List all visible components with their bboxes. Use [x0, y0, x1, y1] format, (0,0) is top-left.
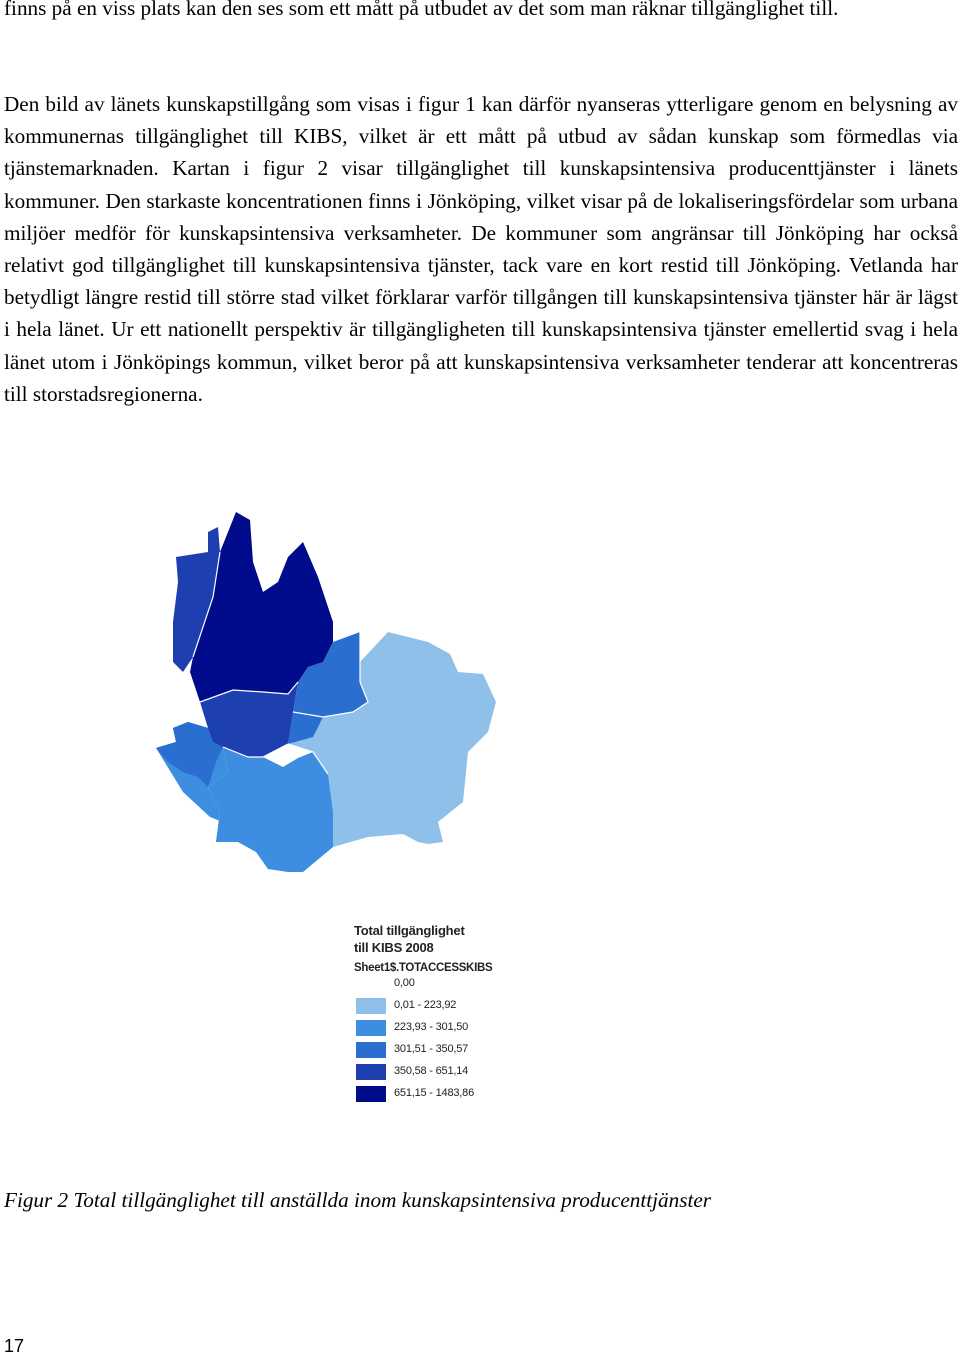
legend-item: [354, 974, 554, 996]
legend-swatch: [356, 1042, 386, 1058]
legend-item: [354, 1040, 554, 1062]
legend-label: 223,93 - 301,50: [394, 1021, 469, 1033]
legend-swatch: [356, 976, 386, 992]
legend-item: [354, 996, 554, 1018]
map-legend: [354, 922, 554, 1106]
legend-item: [354, 1062, 554, 1084]
legend-label: 0,01 - 223,92: [394, 999, 457, 1011]
legend-swatch: [356, 998, 386, 1014]
legend-item: [354, 1018, 554, 1040]
legend-rows: [354, 974, 554, 1106]
paragraph-main: Den bild av länets kunskapstillgång som visas i figur 1 kan därför nyanseras ytterligare genom en belysning av kommunernas tillgänglighet till KIBS, vilket är ett mått på utbud av sådan kunskap som förmedlas via tjänstemarknaden. Kartan i figur 2 visar tillgänglighet till kunskapsintensiva producenttjänster i länets kommuner. Den starkaste koncentrationen finns i Jönköping, vilket visar på de lokaliseringsfördelar som urbana miljöer medför för kunskapsintensiva verksamheter. De kommuner som angränsar till Jönköping har också relativt god tillgänglighet till kunskapsintensiva tjänster, tack vare en kort restid till Jönköping. Vetlanda har betydligt längre restid till större stad vilket förklarar varför tillgången till kunskapsintensiva tjänster här är lägst i hela länet. Ur ett nationellt perspektiv är tillgängligheten till kunskapsintensiva tjänster emellertid svag i hela länet utom i Jönköpings kommun, vilket beror på att kunskapsintensiva verksamheter tenderar att koncentreras till storstadsregionerna.: [4, 92, 958, 406]
legend-label: 0,00: [394, 977, 415, 989]
legend-title-line2: till KIBS 2008: [354, 940, 434, 955]
legend-swatch: [356, 1064, 386, 1080]
figure-caption: Figur 2 Total tillgänglighet till anställda inom kunskapsintensiva producenttjänster: [4, 1188, 712, 1212]
legend-label: 301,51 - 350,57: [394, 1043, 469, 1055]
municipality-map: [128, 512, 568, 957]
paragraph-intro: finns på en viss plats kan den ses som ett mått på utbudet av det som man räknar tillgänglighet till.: [4, 0, 839, 20]
legend-swatch: [356, 1086, 386, 1102]
map-svg: [128, 512, 568, 957]
legend-swatch: [356, 1020, 386, 1036]
legend-title-line1: Total tillgänglighet: [354, 923, 465, 938]
legend-field-name: Sheet1$.TOTACCESSKIBS: [354, 962, 493, 974]
legend-item: [354, 1084, 554, 1106]
legend-label: 350,58 - 651,14: [394, 1065, 469, 1077]
page-number: 17: [4, 1336, 25, 1356]
legend-label: 651,15 - 1483,86: [394, 1087, 474, 1099]
